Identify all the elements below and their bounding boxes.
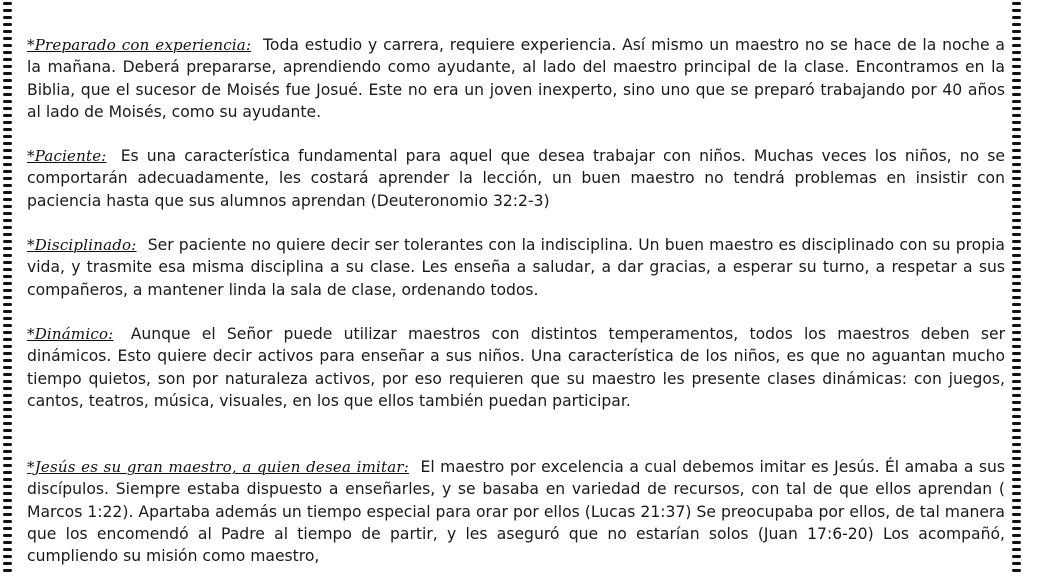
border-dash [1012, 429, 1021, 432]
border-dash [1012, 296, 1021, 299]
border-dash [1012, 317, 1021, 320]
heading-jesus: *Jesús es su gran maestro, a quien desea imitar: [27, 458, 409, 476]
border-dash [3, 107, 12, 110]
border-dash [1012, 394, 1021, 397]
border-dash [3, 9, 12, 12]
border-dash [3, 254, 12, 257]
border-dash [1012, 268, 1021, 271]
border-dash [1012, 156, 1021, 159]
border-dash [3, 366, 12, 369]
border-dash [3, 499, 12, 502]
border-dash [3, 79, 12, 82]
border-dash [3, 16, 12, 19]
border-dash [1012, 16, 1021, 19]
border-dash [3, 58, 12, 61]
border-dash [1012, 387, 1021, 390]
border-dash [1012, 170, 1021, 173]
border-dash [1012, 331, 1021, 334]
border-dash [1012, 450, 1021, 453]
border-dash [1012, 422, 1021, 425]
border-dash [3, 471, 12, 474]
heading-dinamico: *Dinámico: [27, 325, 114, 343]
border-dash [3, 149, 12, 152]
border-dash [3, 380, 12, 383]
border-dash [3, 275, 12, 278]
border-dash [1012, 233, 1021, 236]
border-dash [3, 506, 12, 509]
border-dash [1012, 485, 1021, 488]
border-dash [3, 184, 12, 187]
border-dash [3, 310, 12, 313]
paragraph-disciplinado [27, 234, 1005, 301]
border-dash [3, 23, 12, 26]
border-dash [1012, 100, 1021, 103]
heading-preparado: *Preparado con experiencia: [27, 36, 252, 54]
border-dash [1012, 79, 1021, 82]
border-dash [1012, 114, 1021, 117]
border-dash [3, 2, 12, 5]
border-dash [3, 436, 12, 439]
body-dinamico: Aunque el Señor puede utilizar maestros con distintos temperamentos, todos los maestros deben ser dinámicos. Esto quiere decir activos para enseñar a sus niños. Una característica de los niños, es que no aguantan mucho tiempo quietos, son por naturaleza activos, por eso requieren que su maestro les presente clases dinámicas: con juegos, cantos, teatros, música, visuales, en los que ellos también puedan participar. [27, 325, 1005, 410]
border-dash [3, 394, 12, 397]
border-dash [1012, 93, 1021, 96]
border-dash [3, 177, 12, 180]
border-dash [3, 492, 12, 495]
border-dash [1012, 65, 1021, 68]
border-dash [3, 93, 12, 96]
border-dash [1012, 9, 1021, 12]
border-dash [1012, 135, 1021, 138]
border-dash [3, 478, 12, 481]
border-dash [3, 373, 12, 376]
border-dash [1012, 184, 1021, 187]
border-dash [1012, 205, 1021, 208]
border-dash [3, 548, 12, 551]
border-dash [3, 86, 12, 89]
border-dash [1012, 457, 1021, 460]
border-dash [1012, 226, 1021, 229]
border-dash [1012, 555, 1021, 558]
border-dash [3, 121, 12, 124]
border-dash [3, 303, 12, 306]
border-dash [3, 72, 12, 75]
border-dash [3, 562, 12, 565]
border-dash [1012, 541, 1021, 544]
border-dash [3, 170, 12, 173]
border-dash [1012, 149, 1021, 152]
border-dash [3, 338, 12, 341]
border-dash [1012, 289, 1021, 292]
border-dash [3, 100, 12, 103]
border-dash [3, 520, 12, 523]
border-dash [3, 464, 12, 467]
border-dash [1012, 142, 1021, 145]
border-dash [1012, 247, 1021, 250]
border-dash [1012, 37, 1021, 40]
border-dash [3, 205, 12, 208]
body-jesus: El maestro por excelencia a cual debemos imitar es Jesús. Él amaba a sus discípulos. Siempre estaba dispuesto a enseñarles, y se basaba en variedad de recursos, con tal de que ellos aprendan ( Marcos 1:22). Apartaba además un tiempo especial para orar por ellos (Lucas 21:37) Se preocupaba por ellos, de tal manera que los encomendó al Padre al tiempo de partir, y les aseguró que no estarían solos (Juan 17:6-20) Los acompañó, cumpliendo su misión como maestro, [27, 458, 1005, 566]
border-dash [1012, 352, 1021, 355]
border-dash [1012, 401, 1021, 404]
border-dash [1012, 492, 1021, 495]
border-dash [3, 30, 12, 33]
border-dash [3, 135, 12, 138]
border-dash [1012, 324, 1021, 327]
border-dash [3, 408, 12, 411]
border-dash [1012, 2, 1021, 5]
border-dash [1012, 72, 1021, 75]
border-dash [3, 359, 12, 362]
border-dash [3, 282, 12, 285]
border-dash [3, 541, 12, 544]
border-dash [3, 142, 12, 145]
border-dash [3, 352, 12, 355]
border-dash [1012, 121, 1021, 124]
border-dash [1012, 212, 1021, 215]
border-dash [3, 457, 12, 460]
border-dash [3, 345, 12, 348]
body-disciplinado: Ser paciente no quiere decir ser tolerantes con la indisciplina. Un buen maestro es disciplinado con su propia vida, y trasmite esa misma disciplina a su clase. Les enseña a saludar, a dar gracias, a esperar su turno, a respetar a sus compañeros, a mantener linda la sala de clase, ordenando todos. [27, 236, 1005, 299]
border-dash [1012, 177, 1021, 180]
border-dash [1012, 254, 1021, 257]
border-dash [1012, 506, 1021, 509]
border-dash [1012, 373, 1021, 376]
border-dash [1012, 107, 1021, 110]
border-dash [1012, 534, 1021, 537]
border-dash [3, 555, 12, 558]
border-dash [3, 513, 12, 516]
border-dash [3, 387, 12, 390]
border-dash [1012, 338, 1021, 341]
border-dash [1012, 303, 1021, 306]
border-dash [1012, 282, 1021, 285]
border-dash [3, 198, 12, 201]
border-dash [3, 527, 12, 530]
border-dash [1012, 415, 1021, 418]
border-dash [3, 429, 12, 432]
border-dash [3, 44, 12, 47]
border-dash [1012, 569, 1021, 572]
border-dash [3, 268, 12, 271]
border-dash [1012, 86, 1021, 89]
border-dash [3, 247, 12, 250]
border-dash [3, 331, 12, 334]
border-dash [1012, 443, 1021, 446]
border-dash [3, 324, 12, 327]
border-dash [3, 240, 12, 243]
border-dash [3, 65, 12, 68]
paragraph-paciente [27, 145, 1005, 212]
body-preparado: Toda estudio y carrera, requiere experiencia. Así mismo un maestro no se hace de la noche a la mañana. Deberá prepararse, aprendiendo como ayudante, al lado del maestro principal de la clase. Encontramos en la Biblia, que el sucesor de Moisés fue Josué. Este no era un joven inexperto, sino uno que se preparó trabajando por 40 años al lado de Moisés, como su ayudante. [27, 36, 1005, 121]
border-dash [1012, 408, 1021, 411]
paragraph-jesus [27, 456, 1005, 567]
border-dash [3, 261, 12, 264]
border-dash [3, 212, 12, 215]
border-dash [3, 317, 12, 320]
border-dash [1012, 310, 1021, 313]
border-dash [3, 422, 12, 425]
border-dash [1012, 527, 1021, 530]
heading-paciente: *Paciente: [27, 147, 107, 165]
border-dash [1012, 366, 1021, 369]
border-dash [3, 191, 12, 194]
border-dash [1012, 471, 1021, 474]
border-dash [1012, 562, 1021, 565]
border-dash [3, 569, 12, 572]
left-dashed-border [3, 0, 13, 576]
border-dash [1012, 198, 1021, 201]
border-dash [3, 401, 12, 404]
border-dash [1012, 30, 1021, 33]
right-dashed-border [1012, 0, 1022, 576]
heading-disciplinado: *Disciplinado: [27, 236, 137, 254]
paragraph-dinamico [27, 323, 1005, 412]
border-dash [1012, 275, 1021, 278]
border-dash [1012, 499, 1021, 502]
border-dash [3, 163, 12, 166]
border-dash [3, 156, 12, 159]
border-dash [1012, 478, 1021, 481]
border-dash [1012, 548, 1021, 551]
border-dash [1012, 23, 1021, 26]
border-dash [1012, 345, 1021, 348]
border-dash [3, 233, 12, 236]
border-dash [1012, 513, 1021, 516]
border-dash [3, 114, 12, 117]
border-dash [3, 226, 12, 229]
border-dash [1012, 128, 1021, 131]
border-dash [1012, 240, 1021, 243]
border-dash [1012, 191, 1021, 194]
body-paciente: Es una característica fundamental para aquel que desea trabajar con niños. Muchas veces los niños, no se comportarán adecuadamente, les costará aprender la lección, un buen maestro no tendrá problemas en insistir con paciencia hasta que sus alumnos aprendan (Deuteronomio 32:2-3) [27, 147, 1005, 210]
border-dash [1012, 520, 1021, 523]
border-dash [1012, 359, 1021, 362]
border-dash [1012, 58, 1021, 61]
border-dash [3, 450, 12, 453]
border-dash [1012, 436, 1021, 439]
border-dash [3, 37, 12, 40]
border-dash [1012, 261, 1021, 264]
border-dash [3, 443, 12, 446]
border-dash [3, 289, 12, 292]
border-dash [1012, 464, 1021, 467]
paragraph-preparado [27, 34, 1005, 123]
border-dash [1012, 51, 1021, 54]
border-dash [1012, 380, 1021, 383]
border-dash [3, 296, 12, 299]
border-dash [3, 219, 12, 222]
border-dash [3, 51, 12, 54]
border-dash [3, 534, 12, 537]
border-dash [3, 485, 12, 488]
border-dash [3, 128, 12, 131]
border-dash [3, 415, 12, 418]
border-dash [1012, 44, 1021, 47]
border-dash [1012, 219, 1021, 222]
border-dash [1012, 163, 1021, 166]
